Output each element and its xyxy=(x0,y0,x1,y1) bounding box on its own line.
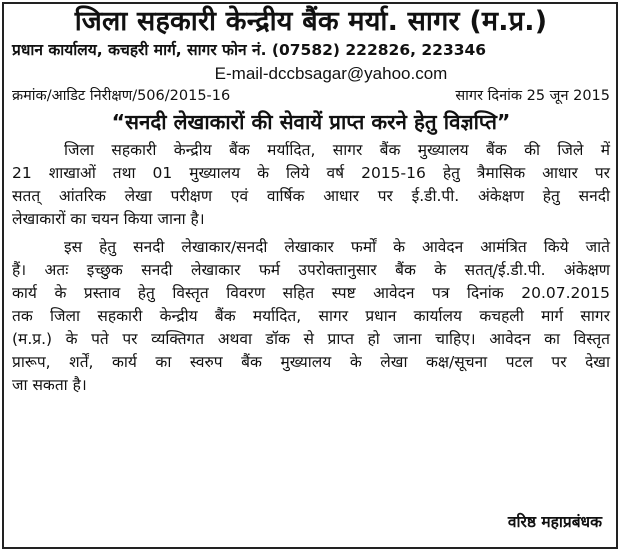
paragraph-line: लेखाकारों का चयन किया जाना है। xyxy=(12,210,205,228)
paragraph-line: 21 शाखाओं तथा 01 मुख्यालय के लिये वर्ष 2015-16 हेतु त्रैमासिक आधार पर xyxy=(12,164,610,182)
reference-date: सागर दिनांक 25 जून 2015 xyxy=(455,88,610,104)
head-office-address: प्रधान कार्यालय, कचहरी मार्ग, सागर फोन नं. (07582) 222826, 223346 xyxy=(12,41,487,59)
paragraph-line: इस हेतु सनदी लेखाकार/सनदी लेखाकार फर्मों के आवेदन आमंत्रित किये जाते xyxy=(64,238,610,256)
body-paragraph-2 xyxy=(12,236,610,397)
paragraph-line: (म.प्र.) के पते पर व्यक्तिगत अथवा डॉक से प्राप्त हो जाना चाहिए। आवेदन का विस्तृत xyxy=(12,330,610,348)
reference-row xyxy=(12,85,610,107)
bank-name-title: जिला सहकारी केन्द्रीय बैंक मर्या. सागर (म.प्र.) xyxy=(74,6,548,37)
bank-notice xyxy=(2,2,618,549)
notice-subject: “सनदी लेखाकारों की सेवायें प्राप्त करने हेतु विज्ञप्ति” xyxy=(111,110,511,134)
reference-number: क्रमांक/आडिट निरीक्षण/506/2015-16 xyxy=(12,88,231,104)
email-address: E-mail-dccbsagar@yahoo.com xyxy=(214,64,448,83)
paragraph-line: जिला सहकारी केन्द्रीय बैंक मर्यादित, सागर बैंक मुख्यालय बैंक की जिले में xyxy=(64,141,610,159)
body-paragraph-1 xyxy=(12,139,610,231)
paragraph-line: जा सकता है। xyxy=(12,376,87,394)
signatory-designation: वरिष्ठ महाप्रबंधक xyxy=(507,513,602,531)
paragraph-line: तक जिला सहकारी केन्द्रीय बैंक मर्यादित, सागर प्रधान कार्यालय कचहली मार्ग सागर xyxy=(12,307,610,325)
paragraph-line: प्रारूप, शर्तें, कार्य का स्वरुप बैंक मुख्यालय के लेखा कक्ष/सूचना पटल पर देखा xyxy=(12,353,610,371)
paragraph-line: सतत् आंतरिक लेखा परीक्षण एवं वार्षिक आधार पर ई.डी.पी. अंकेक्षण हेतु सनदी xyxy=(12,187,610,205)
paragraph-line: हैं। अतः इच्छुक सनदी लेखाकार फर्म उपरोक्तानुसार बैंक के सतत्/ई.डी.पी. अंकेक्षण xyxy=(12,261,610,279)
paragraph-line: कार्य के प्रस्ताव हेतु विस्तृत विवरण सहित स्पष्ट आवेदन पत्र दिनांक 20.07.2015 xyxy=(12,284,610,302)
